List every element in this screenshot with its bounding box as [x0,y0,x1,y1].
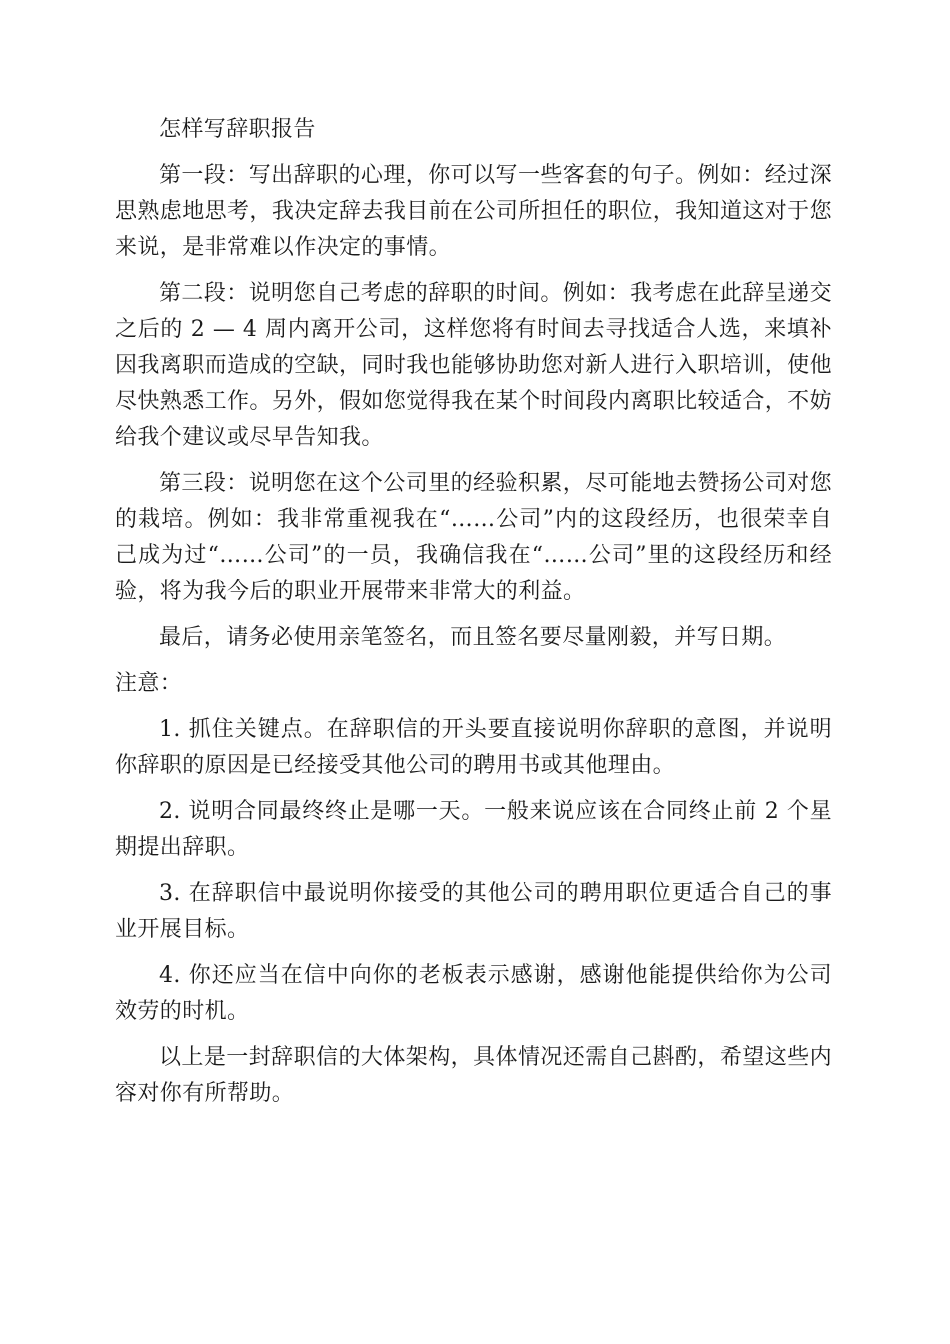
note-item-4: 4. 你还应当在信中向你的老板表示感谢，感谢他能提供给你为公司效劳的时机。 [115,963,832,1024]
paragraph-final: 最后，请务必使用亲笔签名，而且签名要尽量刚毅，并写日期。 [159,625,787,650]
note-item-2: 2. 说明合同最终终止是哪一天。一般来说应该在合同终止前 2 个星期提出辞职。 [115,799,832,860]
closing-paragraph: 以上是一封辞职信的大体架构，具体情况还需自己斟酌，希望这些内容对你有所帮助。 [115,1045,832,1106]
paragraph-three: 第三段：说明您在这个公司里的经验积累，尽可能地去赞扬公司对您的栽培。例如：我非常重视我在“……公司”内的这段经历，也很荣幸自己成为过“……公司”的一员，我确信我在“……公司”里的这段经历和经验，将为我今后的职业开展带来非常大的利益。 [115,471,832,604]
paragraph-two: 第二段：说明您自己考虑的辞职的时间。例如：我考虑在此辞呈递交之后的 2 — 4 周内离开公司，这样您将有时间去寻找适合人选，来填补因我离职而造成的空缺，同时我也能够协助您对新人进行入职培训，使他尽快熟悉工作。另外，假如您觉得我在某个时间段内离职比较适合，不妨给我个建议或尽早告知我。 [115,281,832,450]
document-page [115,112,832,1122]
paragraph-one: 第一段：写出辞职的心理，你可以写一些客套的句子。例如：经过深思熟虑地思考，我决定辞去我目前在公司所担任的职位，我知道这对于您来说，是非常难以作决定的事情。 [115,163,832,260]
note-item-3: 3. 在辞职信中最说明你接受的其他公司的聘用职位更适合自己的事业开展目标。 [115,881,832,942]
note-item-1: 1. 抓住关键点。在辞职信的开头要直接说明你辞职的意图，并说明你辞职的原因是已经接受其他公司的聘用书或其他理由。 [115,717,832,778]
notice-label: 注意： [115,671,183,696]
document-title: 怎样写辞职报告 [159,117,316,142]
